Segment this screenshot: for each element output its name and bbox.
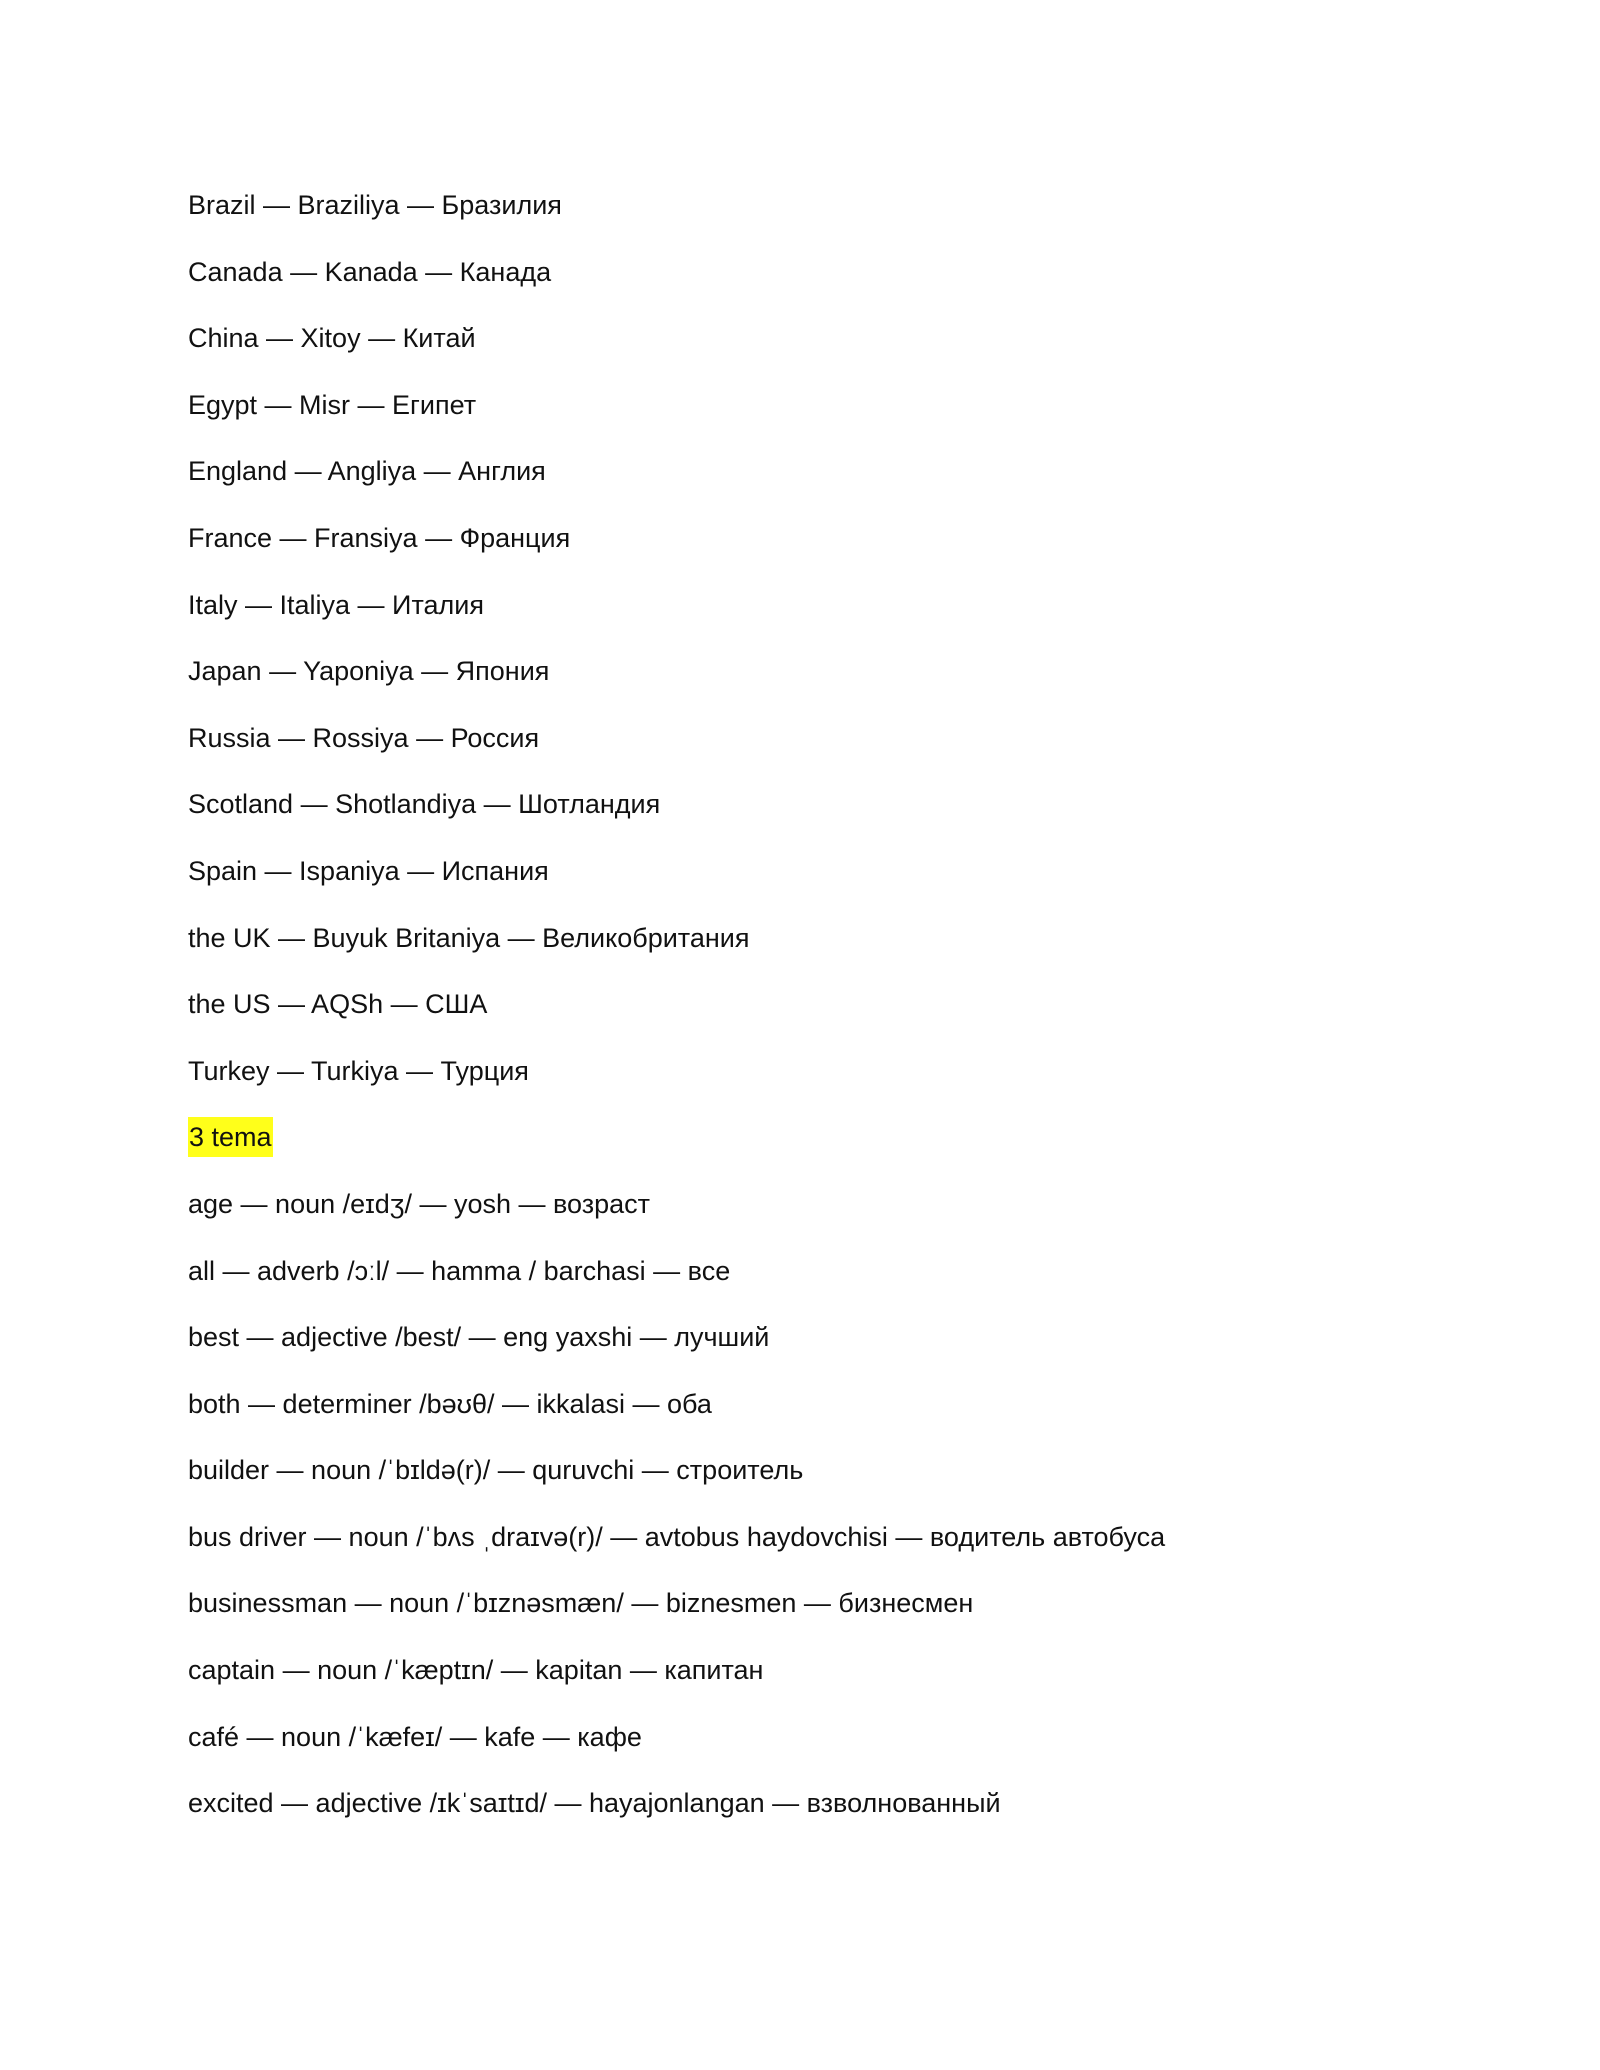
- word-list: [188, 185, 1488, 1850]
- vocab-line: [188, 1650, 1488, 1717]
- country-text: Scotland — Shotlandiya — Шотландия: [188, 789, 661, 820]
- country-line: [188, 585, 1488, 652]
- vocab-line: [188, 1450, 1488, 1517]
- section-heading-line: [188, 1117, 1488, 1184]
- country-text: Russia — Rossiya — Россия: [188, 722, 540, 753]
- section-heading: 3 tema: [188, 1117, 273, 1157]
- vocab-text: all — adverb /ɔːl/ — hamma / barchasi — все: [188, 1255, 731, 1286]
- country-text: Japan — Yaponiya — Япония: [188, 656, 550, 687]
- vocab-text: builder — noun /ˈbɪldə(r)/ — quruvchi — строитель: [188, 1455, 804, 1486]
- vocab-text: businessman — noun /ˈbɪznəsmæn/ — biznesmen — бизнесмен: [188, 1588, 974, 1619]
- country-line: [188, 918, 1488, 985]
- vocab-line: [188, 1317, 1488, 1384]
- country-text: Turkey — Turkiya — Турция: [188, 1055, 529, 1086]
- vocab-text: café — noun /ˈkæfeɪ/ — kafe — кафе: [188, 1721, 642, 1752]
- country-line: [188, 651, 1488, 718]
- country-text: Egypt — Misr — Египет: [188, 389, 477, 420]
- country-text: Canada — Kanada — Канада: [188, 256, 552, 287]
- country-text: France — Fransiya — Франция: [188, 522, 571, 553]
- vocab-line: [188, 1783, 1488, 1850]
- vocab-line: [188, 1251, 1488, 1318]
- country-line: [188, 851, 1488, 918]
- country-text: the US — AQSh — США: [188, 989, 488, 1020]
- vocab-text: captain — noun /ˈkæptɪn/ — kapitan — капитан: [188, 1655, 764, 1686]
- country-line: [188, 1051, 1488, 1118]
- vocab-text: both — determiner /bəʊθ/ — ikkalasi — оба: [188, 1388, 712, 1419]
- country-text: Italy — Italiya — Италия: [188, 589, 484, 620]
- vocab-line: [188, 1583, 1488, 1650]
- vocab-text: age — noun /eɪdʒ/ — yosh — возраст: [188, 1188, 651, 1219]
- country-text: Spain — Ispaniya — Испания: [188, 855, 549, 886]
- country-text: China — Xitoy — Китай: [188, 323, 476, 354]
- country-line: [188, 385, 1488, 452]
- country-line: [188, 252, 1488, 319]
- vocab-line: [188, 1517, 1488, 1584]
- vocab-text: best — adjective /best/ — eng yaxshi — лучший: [188, 1322, 770, 1353]
- country-line: [188, 185, 1488, 252]
- country-line: [188, 318, 1488, 385]
- country-text: Brazil — Braziliya — Бразилия: [188, 190, 562, 220]
- country-line: [188, 984, 1488, 1051]
- country-text: the UK — Buyuk Britaniya — Великобритания: [188, 922, 750, 953]
- vocab-line: [188, 1717, 1488, 1784]
- vocab-text: excited — adjective /ɪkˈsaɪtɪd/ — hayajonlangan — взволнованный: [188, 1788, 1001, 1819]
- country-line: [188, 784, 1488, 851]
- country-text: England — Angliya — Англия: [188, 456, 546, 487]
- country-line: [188, 718, 1488, 785]
- vocab-line: [188, 1384, 1488, 1451]
- vocab-text: bus driver — noun /ˈbʌs ˌdraɪvə(r)/ — avtobus haydovchisi — водитель автобуса: [188, 1521, 1166, 1552]
- country-line: [188, 451, 1488, 518]
- country-line: [188, 518, 1488, 585]
- vocab-line: [188, 1184, 1488, 1251]
